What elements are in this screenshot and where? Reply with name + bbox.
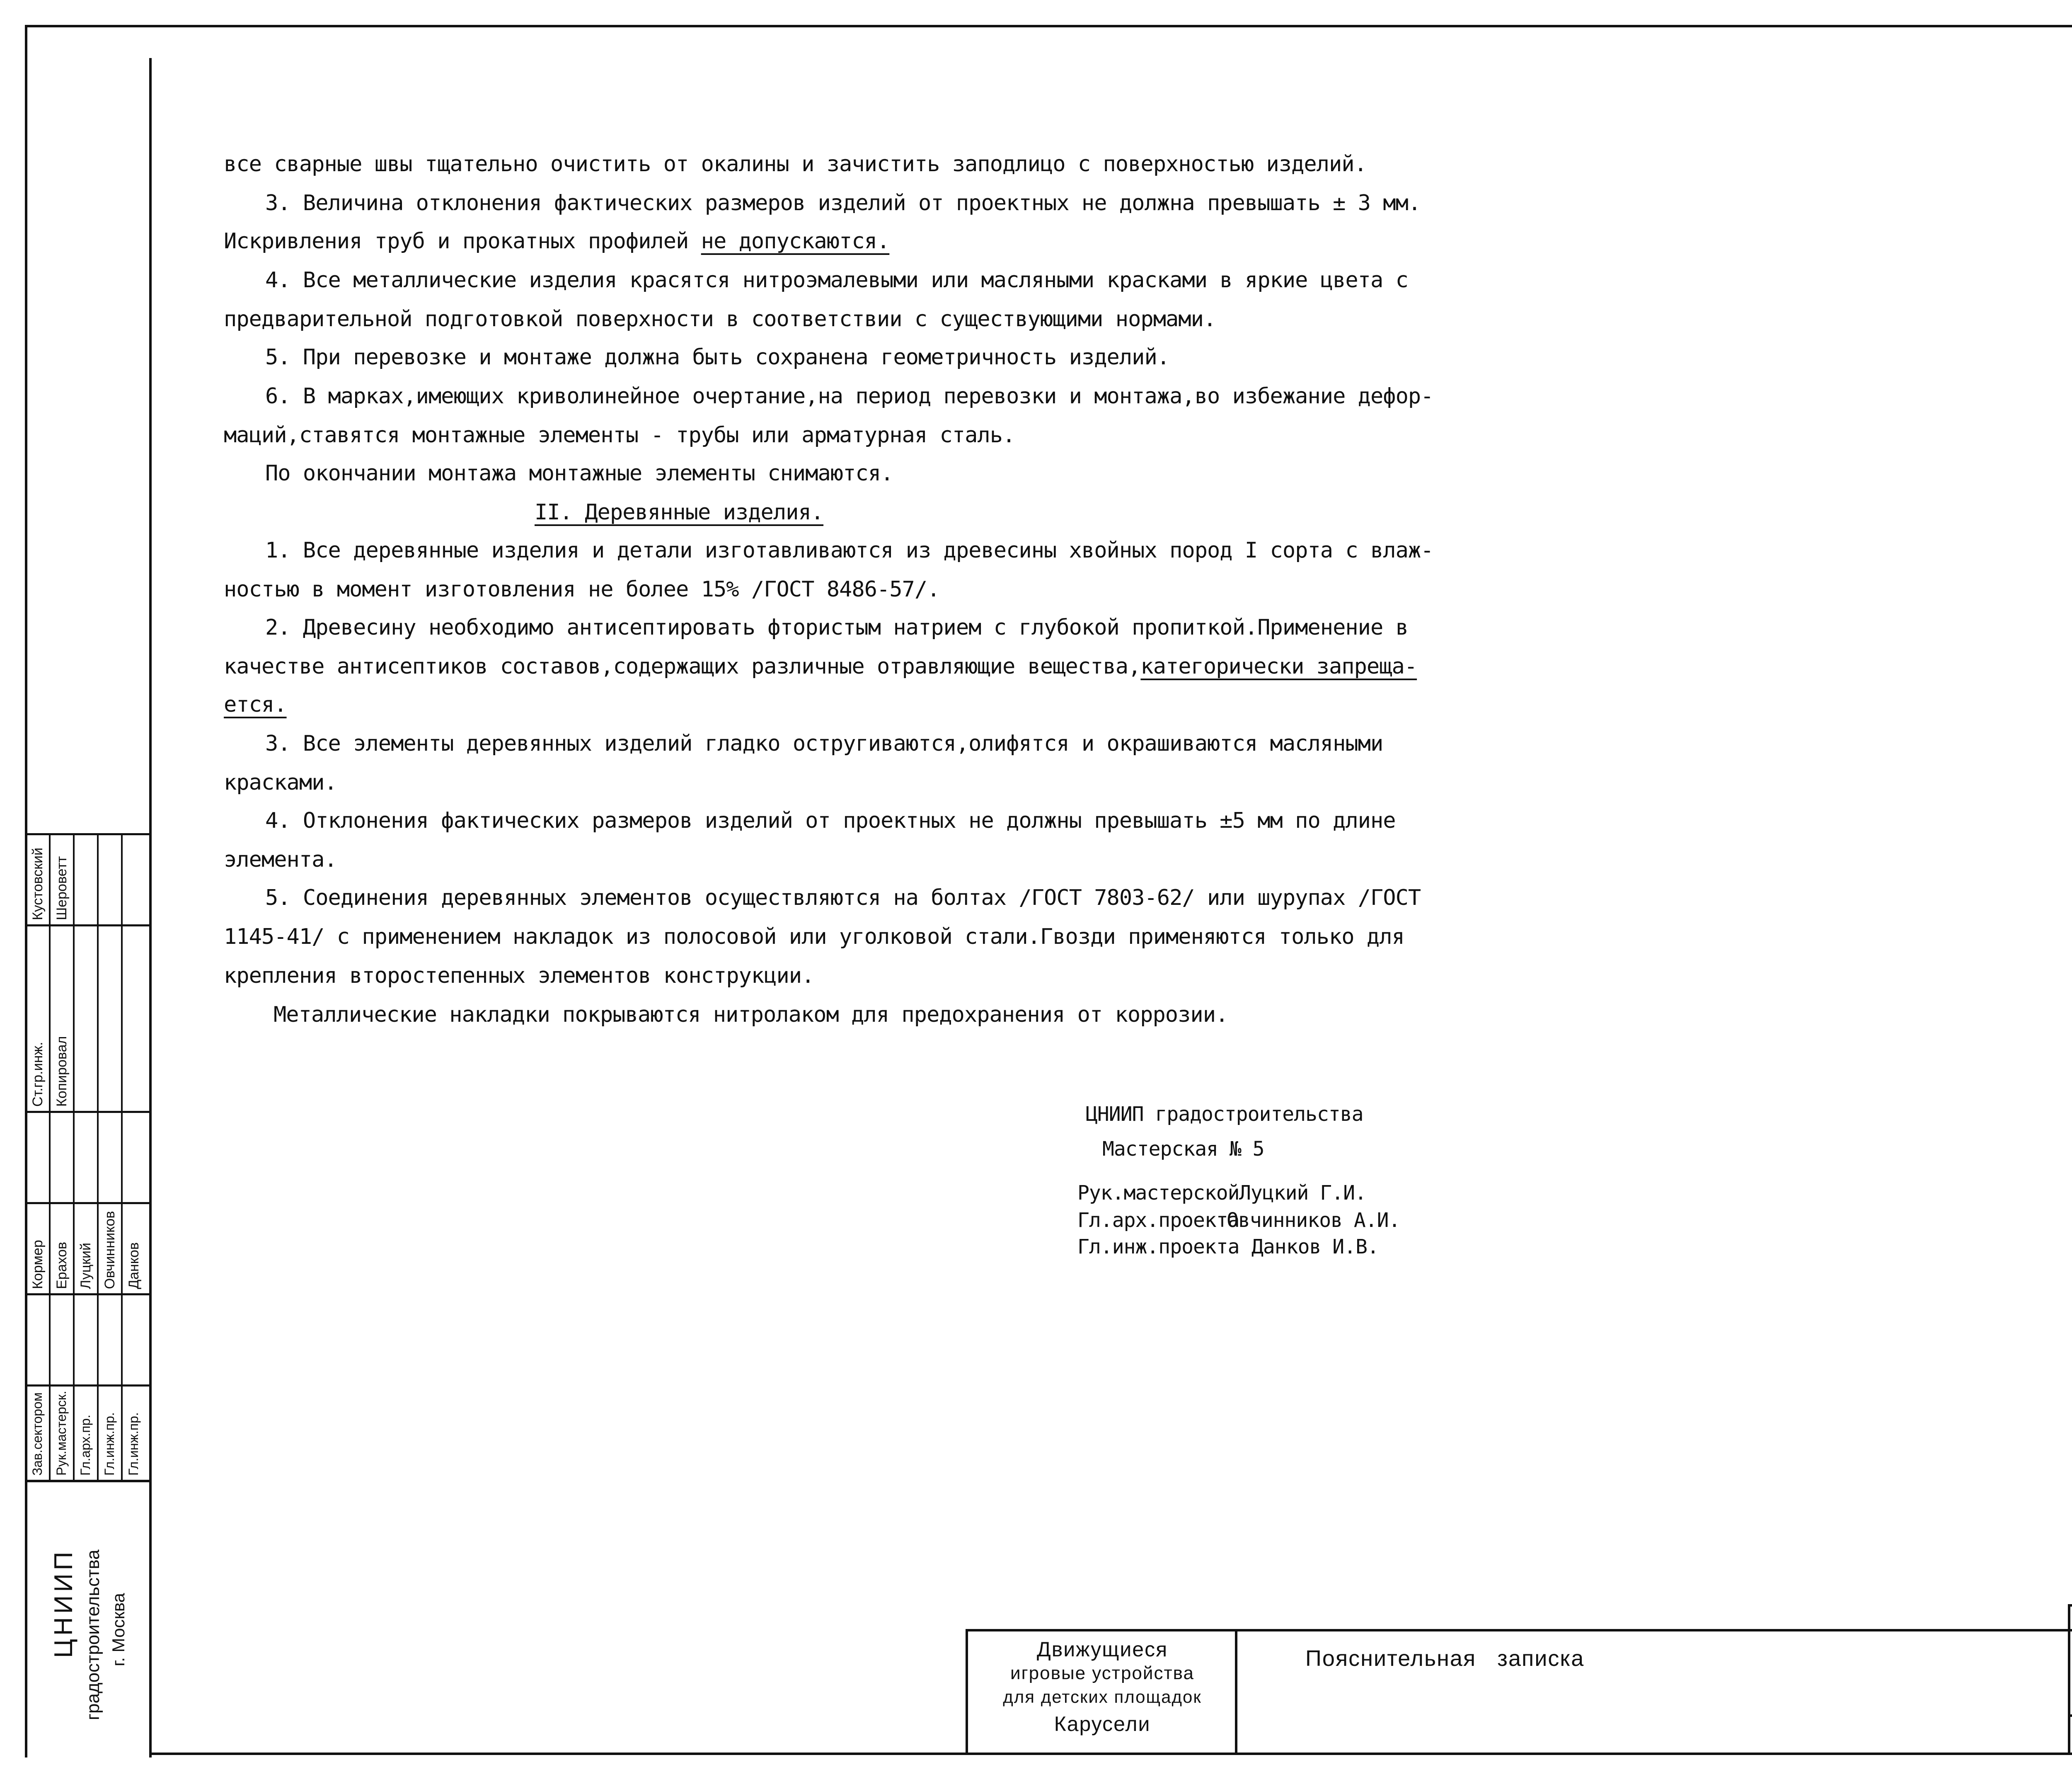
stamp-role: Зав.сектором [30,1392,45,1476]
text-line: 5. Соединения деревянных элементов осуществляются на болтах /ГОСТ 7803-62/ или шурупах /ГОСТ [265,885,1421,910]
underlined-text: не допускаются. [701,229,890,254]
text-line: По окончании монтажа монтажные элементы снимаются. [265,461,893,486]
title-block-divider [2068,1714,2072,1717]
underlined-text: категорически запреща- [1140,654,1417,679]
stamp-name: Кустовский [30,847,46,920]
stamp-line [73,833,75,1480]
text-line: 2. Древесину необходимо антисептировать фтористым натрием с глубокой пропиткой.Применение в [265,615,1408,640]
text-line: 4. Отклонения фактических размеров изделий от проектных не должны превышать ±5 мм по длине [265,808,1396,833]
text-line: крепления второстепенных элементов конструкции. [224,963,814,988]
title-block-divider [2068,1604,2070,1755]
text-line: маций,ставятся монтажные элементы - трубы или арматурная сталь. [224,423,1015,448]
title-block-divider [1235,1629,1237,1755]
signature-role: Гл.арх.проекта [1077,1209,1239,1232]
stamp-line [25,1293,149,1295]
stamp-line [121,833,123,1480]
text-line: ностью в момент изготовления не более 15% /ГОСТ 8486-57/. [224,577,940,602]
title-block-divider [2068,1604,2072,1607]
text-line: 4. Все металлические изделия красятся нитроэмалевыми или масляными красками в яркие цвета с [265,268,1408,293]
section-heading: II. Деревянные изделия. [535,500,824,525]
sidebar-org-city: г. Москва [109,1593,128,1666]
object-name-line: Карусели [1054,1712,1151,1736]
stamp-line [25,1384,149,1387]
signature-role: Рук.мастерской [1077,1181,1239,1205]
object-name-line: игровые устройства [1010,1663,1194,1683]
text-line: 1145-41/ с применением накладок из полосовой или уголковой стали.Гвозди применяются только для [224,924,1404,949]
object-name-line: Движущиеся [1036,1638,1168,1661]
stamp-line [49,833,51,1480]
document-title: Пояснительная записка [1305,1646,1585,1671]
text-line: все сварные швы тщательно очистить от окалины и зачистить заподлицо с поверхностью изделий. [224,152,1367,177]
stamp-name: Данков [126,1242,142,1289]
text-line: Металлические накладки покрываются нитролаком для предохранения от коррозии. [274,1002,1228,1027]
stamp-name: Овчинников [102,1211,118,1289]
signature-name: Овчинников А.И. [1227,1209,1400,1232]
stamp-role: Гл.арх.пр. [78,1414,93,1476]
stamp-name: Шероветт [54,856,70,920]
stamp-name: Ерахов [54,1241,70,1289]
frame-left-outer [25,25,27,1757]
text-line: 1. Все деревянные изделия и детали изготавливаются из древесины хвойных пород I сорта с влаж- [265,538,1433,563]
stamp-line [25,1111,149,1113]
stamp-name: Кормер [30,1240,46,1289]
text-line: элемента. [224,847,337,872]
signature-name: Луцкий Г.И. [1239,1181,1366,1205]
text-line: 3. Все элементы деревянных изделий гладко остругиваются,олифятся и окрашиваются масляными [265,731,1383,756]
stamp-role: Гл.инж.пр. [102,1412,117,1476]
stamp-line [25,1480,149,1482]
frame-left-inner [149,58,152,1757]
text-fragment: Искривления труб и прокатных профилей [224,229,701,254]
stamp-line [25,924,149,926]
text-line: 5. При перевозке и монтаже должна быть сохранена геометричность изделий. [265,345,1170,370]
stamp-line [25,1202,149,1204]
text-fragment: качестве антисептиков составов,содержащих различные отравляющие вещества, [224,654,1141,679]
stamp-role: Рук.мастерск. [54,1391,69,1476]
stamp-line [25,833,149,835]
stamp-line [97,833,99,1480]
text-line [224,229,889,254]
stamp-role: Гл.инж.пр. [126,1412,141,1476]
stamp-name: Луцкий [78,1242,94,1289]
stamp-role: Копировал [54,1036,70,1107]
organization-name: ЦНИИП градостроительства [1086,1103,1363,1126]
underlined-text: ется. [224,692,287,717]
text-line [224,654,1417,679]
sidebar-org-name: градостроительства [83,1549,103,1720]
signature-role: Гл.инж.проекта [1077,1235,1239,1258]
sidebar-org-abbr: ЦНИИП [49,1548,78,1658]
text-line: красками. [224,770,337,795]
signature-name: Данков И.В. [1251,1235,1379,1258]
object-name-line: для детских площадок [1003,1687,1202,1707]
workshop-name: Мастерская № 5 [1102,1137,1264,1161]
text-line: 3. Величина отклонения фактических размеров изделий от проектных не должна превышать ± 3 мм. [265,191,1421,216]
stamp-role: Ст.гр.инж. [30,1042,46,1107]
frame-top [25,25,2072,27]
text-line: 6. В марках,имеющих криволинейное очертание,на период перевозки и монтажа,во избежание дефор- [265,384,1433,409]
text-line: предварительной подготовкой поверхности в соответствии с существующими нормами. [224,307,1216,332]
